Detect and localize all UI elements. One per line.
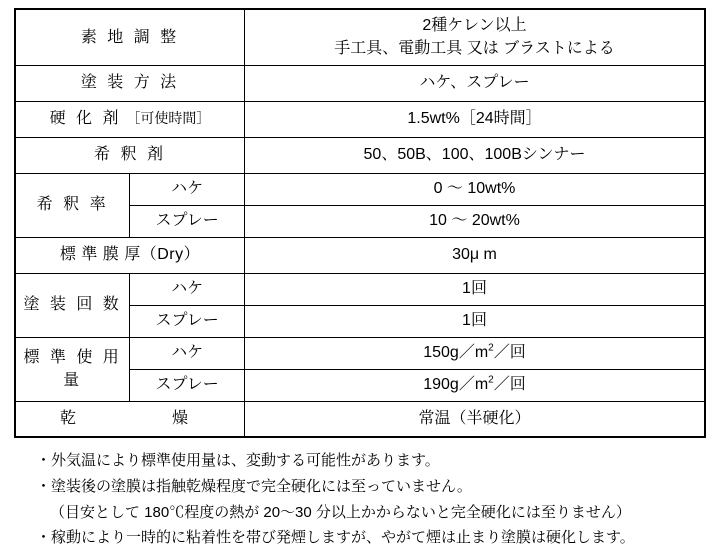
row-label-hardener-potlife: ［可使時間］: [126, 110, 211, 127]
row-sub-usage-brush: ハケ: [130, 337, 245, 369]
table-row: [15, 273, 705, 305]
row-value-usage-brush: $150g/m^2/$回: [245, 337, 706, 369]
table-row: [15, 9, 705, 65]
row-value-surface-prep: 2種ケレン以上 手工具、電動工具 又は ブラストによる: [245, 9, 706, 65]
notes-block: [14, 448, 706, 551]
table-row: [15, 401, 705, 437]
row-label-dilution-rate: 希 釈 率: [15, 173, 130, 237]
row-value-coating-spray: 1回: [245, 305, 706, 337]
row-label-thinner: 希 釈 剤: [15, 137, 245, 173]
row-label-standard-film-thickness: 標 準 膜 厚（Dry）: [15, 237, 245, 273]
table-row: [15, 173, 705, 205]
row-value-thinner: 50、50B、100、100Bシンナー: [245, 137, 706, 173]
table-row: [15, 237, 705, 273]
row-label-standard-usage: 標 準 使 用 量: [15, 337, 130, 401]
row-label-coating-count: 塗 装 回 数: [15, 273, 130, 337]
row-sub-coating-brush: ハケ: [130, 273, 245, 305]
table-row: [15, 337, 705, 369]
specification-table: [14, 8, 706, 438]
row-sub-usage-spray: スプレー: [130, 369, 245, 401]
row-value-hardener: 1.5wt%［24時間］: [245, 101, 706, 137]
note-line-1: ・外気温により標準使用量は、変動する可能性があります。: [36, 452, 440, 469]
row-sub-dilution-spray: スプレー: [130, 205, 245, 237]
row-label-hardener: 硬 化 剤 ［可使時間］: [15, 101, 245, 137]
row-label-surface-prep: 素 地 調 整: [15, 9, 245, 65]
row-sub-coating-spray: スプレー: [130, 305, 245, 337]
row-sub-dilution-brush: ハケ: [130, 173, 245, 205]
row-value-dilution-spray: 10 ～ 20wt%: [245, 205, 706, 237]
row-value-coating-brush: 1回: [245, 273, 706, 305]
row-value-application-method: ハケ、スプレー: [245, 65, 706, 101]
row-value-standard-film-thickness: 30μ m: [245, 237, 706, 273]
row-value-dilution-brush: 0 ～ 10wt%: [245, 173, 706, 205]
note-line-2: ・塗装後の塗膜は指触乾燥程度で完全硬化には至っていません。: [36, 477, 472, 495]
note-line-3: （目安として 180℃程度の熱が 20～30 分以上かからないと完全硬化には至りません）: [50, 503, 631, 521]
row-label-application-method: 塗 装 方 法: [15, 65, 245, 101]
note-line-4: ・稼動により一時的に粘着性を帯び発煙しますが、やがて煙は止まり塗膜は硬化します。: [36, 529, 635, 547]
table-row: [15, 137, 705, 173]
table-row: [15, 65, 705, 101]
row-value-usage-spray: $190g/m^2/$回: [245, 369, 706, 401]
row-value-drying: 常温（半硬化）: [245, 401, 706, 437]
row-label-drying: 乾 燥: [15, 401, 245, 437]
table-row: [15, 101, 705, 137]
